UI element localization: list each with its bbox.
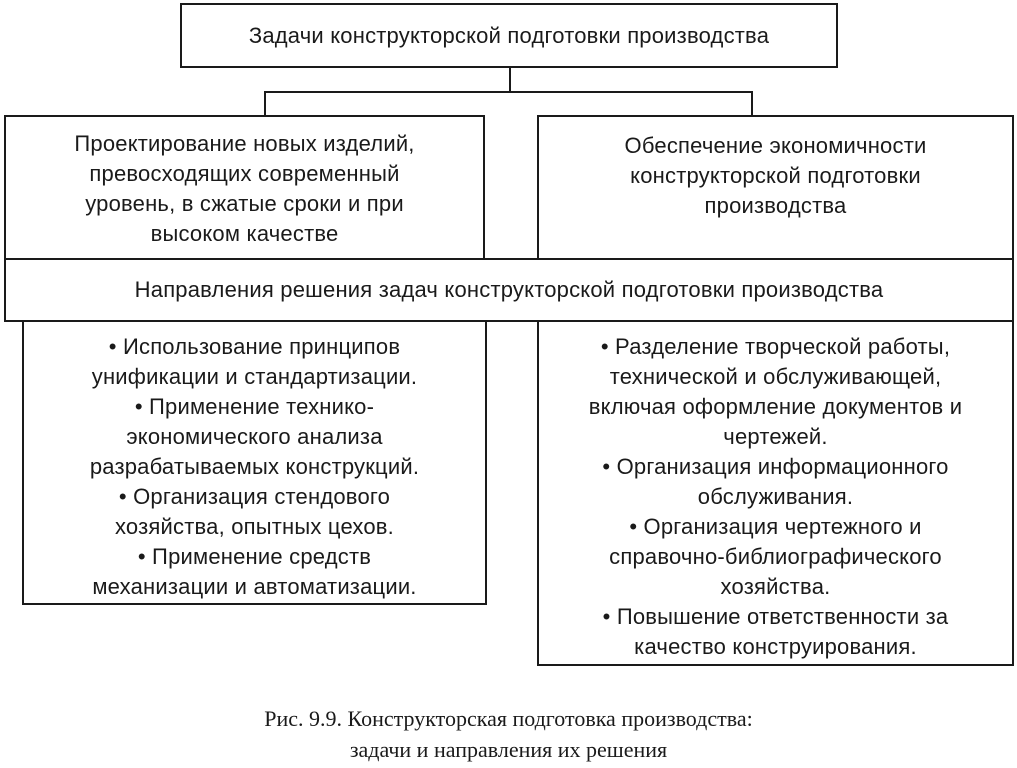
connector-top-vertical bbox=[509, 67, 511, 93]
directions-right-line: обслуживания. bbox=[697, 484, 854, 509]
task-left-line: уровень, в сжатые сроки и при bbox=[85, 191, 404, 216]
figure-caption-line-1: Рис. 9.9. Конструкторская подготовка производства: bbox=[264, 706, 753, 731]
directions-right-line: чертежей. bbox=[723, 424, 828, 449]
task-left-line: Проектирование новых изделий, bbox=[74, 131, 415, 156]
directions-left-line: разрабатываемых конструкций. bbox=[89, 454, 420, 479]
directions-header-title: Направления решения задач конструкторской подготовки производства bbox=[134, 277, 884, 302]
connector-left-vertical bbox=[264, 91, 266, 116]
directions-left-line: унификации и стандартизации. bbox=[91, 364, 418, 389]
task-right-text bbox=[619, 131, 933, 221]
directions-left-line: механизации и автоматизации. bbox=[92, 574, 417, 599]
directions-right-list bbox=[583, 332, 969, 662]
directions-left-line: • Использование принципов bbox=[108, 334, 401, 359]
directions-left-line: экономического анализа bbox=[126, 424, 383, 449]
task-right-line: производства bbox=[704, 193, 847, 218]
task-left-line: превосходящих современный bbox=[89, 161, 400, 186]
task-right-line: конструкторской подготовки bbox=[630, 163, 921, 188]
directions-left-box bbox=[22, 320, 487, 605]
connector-horizontal bbox=[264, 91, 753, 93]
directions-right-line: • Повышение ответственности за bbox=[602, 604, 949, 629]
directions-right-line: справочно-библиографического bbox=[609, 544, 942, 569]
task-right-box bbox=[537, 115, 1014, 261]
task-left-line: высоком качестве bbox=[150, 221, 339, 246]
directions-right-line: включая оформление документов и bbox=[588, 394, 963, 419]
directions-right-line: технической и обслуживающей, bbox=[609, 364, 942, 389]
connector-right-vertical bbox=[751, 91, 753, 116]
tasks-header-title: Задачи конструкторской подготовки производства bbox=[248, 22, 770, 48]
directions-right-box bbox=[537, 320, 1014, 666]
task-right-line: Обеспечение экономичности bbox=[624, 133, 927, 158]
directions-left-line: хозяйства, опытных цехов. bbox=[114, 514, 394, 539]
directions-right-line: качество конструирования. bbox=[634, 634, 917, 659]
directions-right-line: • Организация чертежного и bbox=[629, 514, 922, 539]
directions-right-line: • Разделение творческой работы, bbox=[600, 334, 951, 359]
task-left-box bbox=[4, 115, 485, 261]
directions-right-line: • Организация информационного bbox=[602, 454, 949, 479]
directions-left-line: • Применение средств bbox=[137, 544, 372, 569]
tasks-header-box bbox=[180, 3, 838, 68]
directions-header-bar bbox=[4, 258, 1014, 322]
directions-left-line: • Применение технико- bbox=[134, 394, 375, 419]
figure-caption-line-2: задачи и направления их решения bbox=[349, 737, 668, 762]
directions-right-line: хозяйства. bbox=[720, 574, 831, 599]
directions-left-list bbox=[84, 332, 425, 602]
directions-left-line: • Организация стендового bbox=[118, 484, 391, 509]
task-left-text bbox=[68, 129, 420, 249]
